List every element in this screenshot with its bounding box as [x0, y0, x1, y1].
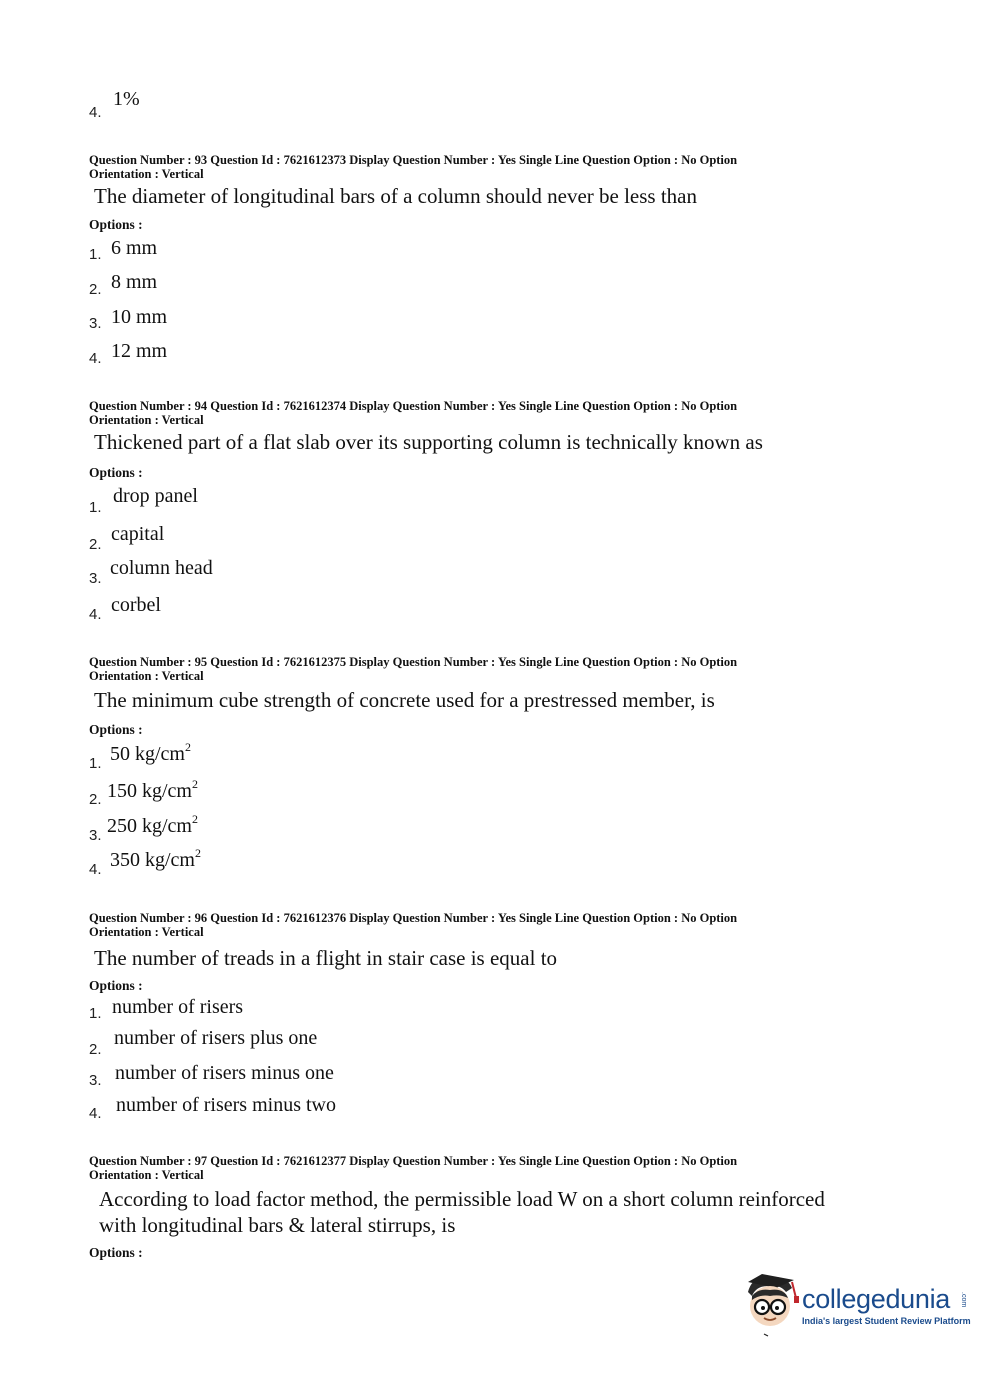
option-text: 50 $kg/cm^2$	[110, 740, 191, 765]
option-text: 6 mm	[111, 237, 158, 259]
question-text: The diameter of longitudinal bars of a column should never be less than	[94, 184, 698, 208]
option-number: 4.	[89, 861, 102, 878]
options-label: Options :	[89, 217, 143, 232]
option-text: 250 $kg/cm^2$	[107, 812, 198, 837]
options-label: Options :	[89, 978, 143, 993]
mascot-logo-icon	[742, 1270, 802, 1340]
option-text: corbel	[111, 594, 161, 616]
question-text-line-1: According to load factor method, the permissible load W on a short column reinforced	[99, 1187, 825, 1211]
option-text: 150 $kg/cm^2$	[107, 777, 198, 802]
brand-name: collegedunia	[802, 1284, 951, 1314]
question-meta: Question Number : 93 Question Id : 7621612373 Display Question Number : Yes Single Line Question Option : No Option Orientation : Vertical	[89, 153, 738, 181]
question-meta: Question Number : 94 Question Id : 7621612374 Display Question Number : Yes Single Line Question Option : No Option Orientation : Vertical	[89, 399, 738, 427]
option-text: 10 mm	[111, 306, 168, 328]
question-meta: Question Number : 95 Question Id : 7621612375 Display Question Number : Yes Single Line Question Option : No Option Orientation : Vertical	[89, 655, 738, 683]
question-meta: Question Number : 96 Question Id : 7621612376 Display Question Number : Yes Single Line Question Option : No Option Orientation : Vertical	[89, 911, 738, 939]
option-number: 4.	[89, 104, 102, 121]
question-text: Thickened part of a flat slab over its supporting column is technically known as	[94, 430, 763, 454]
question-meta: Question Number : 97 Question Id : 7621612377 Display Question Number : Yes Single Line Question Option : No Option Orientation : Vertical	[89, 1154, 738, 1182]
option-number: 1.	[89, 1005, 102, 1022]
option-text: 350 $kg/cm^2$	[110, 846, 201, 871]
option-text: capital	[111, 523, 165, 545]
option-number: 3.	[89, 315, 102, 332]
option-number: 2.	[89, 1041, 102, 1058]
option-number: 1.	[89, 246, 102, 263]
brand-domain: .com	[960, 1292, 967, 1308]
option-number: 1.	[89, 755, 102, 772]
option-number: 3.	[89, 827, 102, 844]
option-number: 1.	[89, 499, 102, 516]
option-text: column head	[110, 557, 213, 579]
option-text: number of risers plus one	[114, 1027, 318, 1049]
option-number: 2.	[89, 281, 102, 298]
option-text: 12 mm	[111, 340, 168, 362]
option-number: 2.	[89, 791, 102, 808]
option-number: 3.	[89, 570, 102, 587]
option-text: number of risers minus two	[116, 1094, 336, 1116]
option-number: 4.	[89, 606, 102, 623]
question-text: The minimum cube strength of concrete used for a prestressed member, is	[94, 688, 715, 712]
option-number: 4.	[89, 350, 102, 367]
option-number: 3.	[89, 1072, 102, 1089]
option-number: 2.	[89, 536, 102, 553]
brand-tagline: India's largest Student Review Platform	[802, 1316, 971, 1326]
collegedunia-watermark	[742, 1270, 972, 1340]
option-text: number of risers minus one	[115, 1062, 334, 1084]
option-text: 1%	[113, 88, 140, 110]
options-label: Options :	[89, 722, 143, 737]
option-text: number of risers	[112, 996, 244, 1018]
question-text-line-2: with longitudinal bars & lateral stirrups, is	[99, 1213, 456, 1237]
options-label: Options :	[89, 465, 143, 480]
option-text: drop panel	[113, 485, 198, 507]
question-text: The number of treads in a flight in stair case is equal to	[94, 946, 558, 970]
option-number: 4.	[89, 1105, 102, 1122]
option-text: 8 mm	[111, 271, 158, 293]
options-label: Options :	[89, 1245, 143, 1260]
